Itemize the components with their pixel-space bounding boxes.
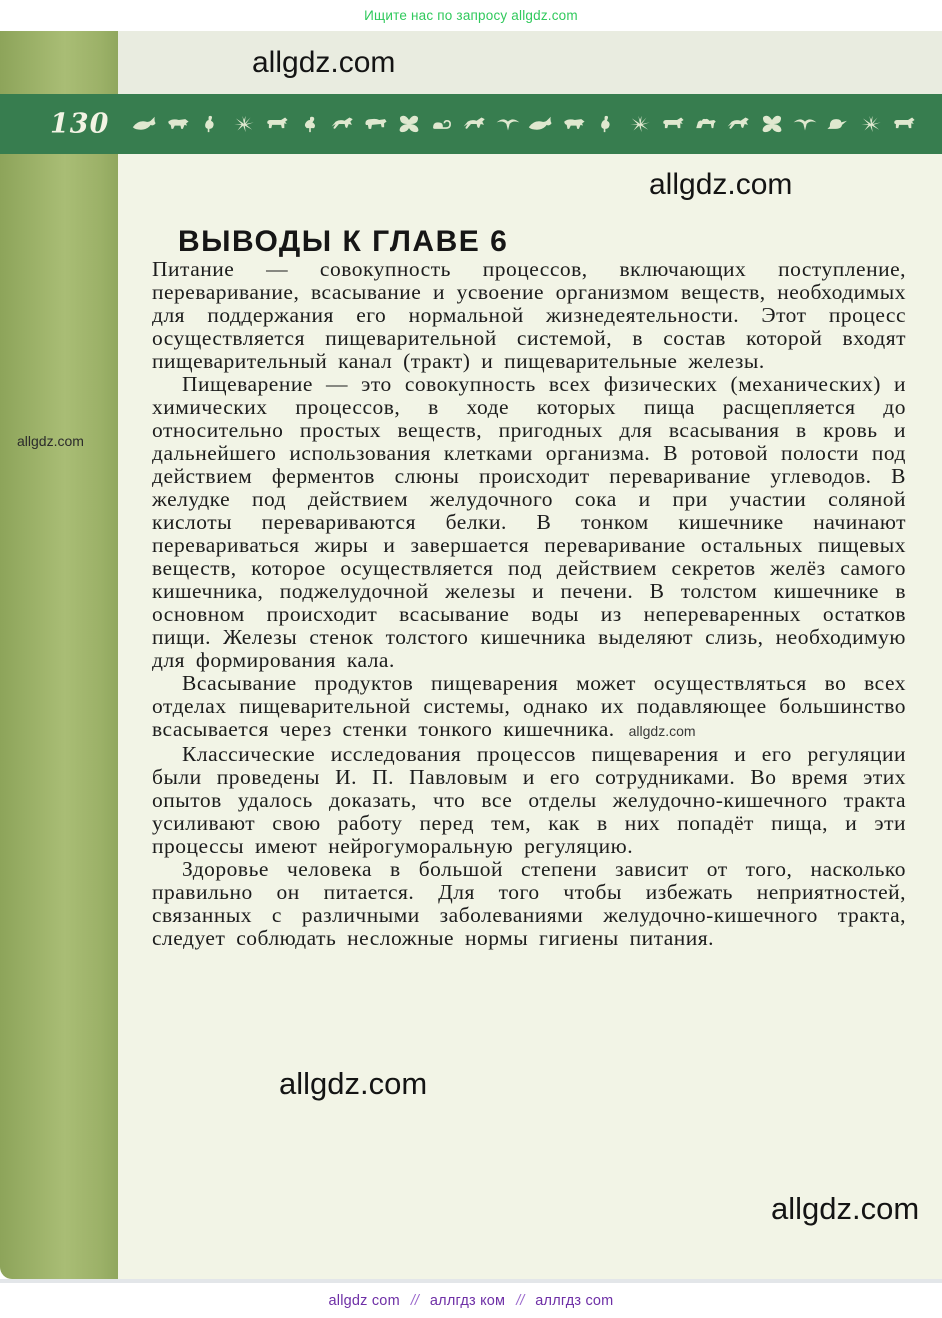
horse-icon [726, 113, 752, 135]
paragraph: Пищеварение — это совокупность всех физических (механических) и химических процессов, в ходе которых пища расщепляется до относительно простых веществ, пригодных для всасывания в кровь и дальнейшего использования клетками организма. В ротовой полости под действием ферментов слюны происходит переваривание углеводов. В желудке под действием желудочного сока и при участии соляной кислоты перевариваются белки. В тонком кишечнике начинают перевариваться жиры и завершается переваривание остальных пищевых веществ, которое осуществляется под действием секретов желёз самого кишечника, поджелудочной железы и печени. В толстом кишечнике в основном происходит всасывание воды из непереваренных остатков пищи. Железы стенок толстого кишечника выделяют слизь, необходимую для формирования кала. [152, 372, 906, 672]
footer-separator-icon: // [516, 1292, 525, 1309]
watermark-above-title: allgdz.com [649, 168, 793, 201]
heron-icon [594, 113, 620, 135]
footer-link-2[interactable]: аллгдз ком [429, 1292, 506, 1309]
butterfly-icon [396, 113, 422, 135]
watermark-header: allgdz.com [252, 46, 396, 79]
flower-icon [231, 113, 257, 135]
watermark-bottom-right: allgdz.com [771, 1191, 920, 1226]
footer-link-3[interactable]: аллгдз com [535, 1292, 614, 1309]
heron-icon [198, 113, 224, 135]
boar-icon [165, 113, 191, 135]
bull-icon [891, 113, 917, 135]
whale-icon [528, 113, 554, 135]
swift-icon [495, 113, 521, 135]
page-title: ВЫВОДЫ К ГЛАВЕ 6 [178, 225, 509, 259]
chapter-band [0, 94, 942, 154]
top-banner-text: Ищите нас по запросу allgdz.com [364, 8, 578, 23]
scorpion-icon [429, 113, 455, 135]
paragraph: Классические исследования процессов пищеварения и его регуляции были проведены И. П. Павловым и его сотрудниками. Во время этих опытов удалось доказать, что все отделы желудочно-кишечного тракта усиливают свою работу перед тем, как в них попадёт пища, и эти процессы имеют нейрогуморальную регуляцию. [152, 742, 906, 858]
horse-icon [462, 113, 488, 135]
footer [0, 1279, 942, 1318]
footer-link-1[interactable]: allgdz com [328, 1292, 400, 1309]
paragraph: Всасывание продуктов пищеварения может осуществляться во всех отделах пищеварительной системы, однако их подавляющее большинство всасывается через стенки тонкого кишечника. allgdz.com [152, 671, 906, 741]
paragraph: Питание — совокупность процессов, включающих поступление, переваривание, всасывание и усвоение организмом веществ, необходимых для поддержания его нормальной жизнедеятельности. Этот процесс осуществляется пищеварительной системой, в состав которой входят пищеварительный канал (тракт) и пищеварительные железы. [152, 257, 906, 373]
watermark-sidebar: allgdz.com [17, 433, 84, 449]
page-number: 130 [50, 108, 110, 140]
animal-silhouettes-band [132, 94, 917, 154]
watermark-inline: allgdz.com [628, 723, 696, 739]
sidebar [0, 31, 118, 1279]
footer-separator-icon: // [410, 1292, 419, 1309]
whale-icon [132, 113, 158, 135]
swift-icon [792, 113, 818, 135]
dove-icon [825, 113, 851, 135]
camel-icon [693, 113, 719, 135]
horse-icon [330, 113, 356, 135]
bison-icon [363, 113, 389, 135]
flower-icon [627, 113, 653, 135]
flower-icon [858, 113, 884, 135]
paragraph: Здоровье человека в большой степени зависит от того, насколько правильно он питается. Для того чтобы избежать неприятностей, связанных с различными заболеваниями желудочно-кишечного тракта, следует соблюдать несложные нормы гигиены питания. [152, 857, 906, 950]
bull-icon [264, 113, 290, 135]
top-banner [0, 0, 942, 31]
bull-icon [660, 113, 686, 135]
page-header-strip [118, 31, 942, 94]
ostrich-icon [297, 113, 323, 135]
boar-icon [561, 113, 587, 135]
watermark-mid: allgdz.com [279, 1066, 428, 1101]
butterfly-icon [759, 113, 785, 135]
body-text [152, 258, 906, 950]
